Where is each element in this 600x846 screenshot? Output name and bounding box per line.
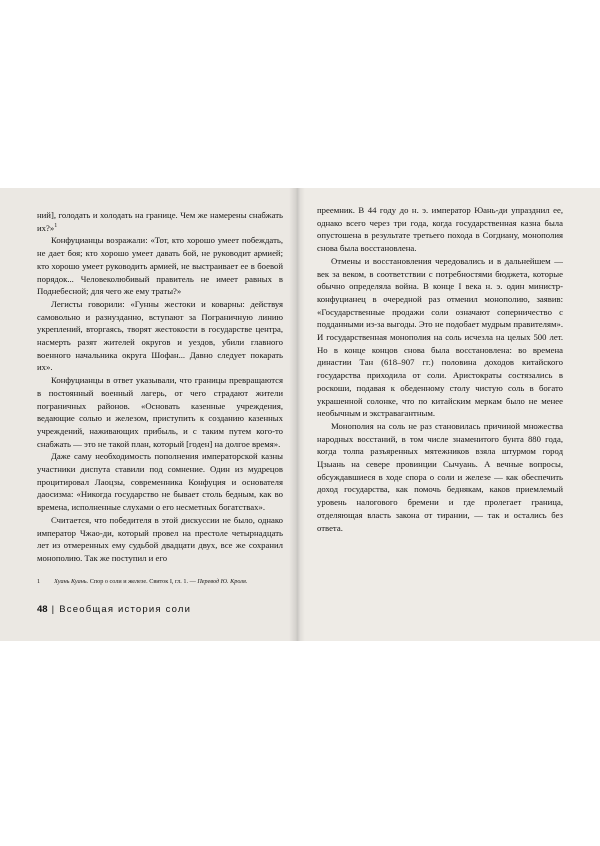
footnote-title: Спор о соли и железе. Свиток I, гл. 1. — [88,578,198,585]
left-paragraph-6: Считается, что победителя в этой дискуссии не было, однако император Чжао-ди, который провел на престоле четырнадцать лет из отмеренных ему судьбой двадцати двух, все же сохранил монополию. Так же поступил и его [37,514,283,563]
right-paragraph-3: Монополия на соль не раз становилась причиной множества народных восстаний, в том числе знаменитого бунта 880 года, когда толпа разъяренных мятежников взяла штурмом город Цзыань на севере провинции Сычуань. А вечные вопросы, обсуждавшиеся в ходе спора о соли и железе — как обеспечить доход государства, как помочь беднякам, каков приемлемый уровень налогового бремени и где пролегает граница, отделяющая власть закона от тирании, — так и остались без ответа. [317,420,563,533]
book-gutter [289,188,305,641]
right-page-text [317,204,563,534]
footnote-marker: 1 [54,222,58,229]
left-paragraph-3: Легисты говорили: «Гунны жестоки и коварны: действуя самовольно и разнузданно, вступают за Пограничную линию укреплений, вторгаясь, творят жестокости в государстве центра, насмерть разят жителей округов и уездов, убили главного военного начальника округа Шофан... Давно следует покарать их». [37,298,283,373]
left-paragraph-2: Конфуцианцы возражали: «Тот, кто хорошо умеет побеждать, не дает боя; кто хорошо умеет давать бой, не руководит армией; кто хорошо умеет руководить армией, не выстраивает ее в боевой порядок... Человеколюбивый правитель не имеет равных в Поднебесной; для чего же ему траты?» [37,235,283,297]
right-paragraph-1: преемник. В 44 году до н. э. император Юань-ди упразднил ее, однако всего через три года, когда государственная казна была опустошена в результате третьего похода в Согдиану, монополия снова была восстановлена. [317,205,563,254]
left-page-text [37,209,283,565]
footnote-translator: Перевод Ю. Кроля. [197,578,248,585]
footnote-number: 1 [37,578,41,585]
book-spread [0,188,600,641]
running-head [37,604,283,615]
left-paragraph-4: Конфуцианцы в ответ указывали, что границы превращаются в постоянный военный лагерь, от чего страдают жители пограничных районов. «Основать казенные учреждения, ведающие солью и железом, приступить к созданию казенных учреждений, наживающих прибыль, и с таким путем кого-то снабжать — это не такой план, который [годен] на долгое время». [37,375,283,449]
footnote [37,578,283,586]
page-number: 48 [37,604,48,615]
left-paragraph-1: ний], голодать и холодать на границе. Чем же намерены снабжать их?»$^1$ [37,210,283,233]
right-paragraph-2: Отмены и восстановления чередовались и в дальнейшем — век за веком, в соответствии с потребностями бюджета, которые обычно определяла война. В конце I века н. э. один министр-конфуцианец в очередной раз отменил монополию, заявив: «Государственные продажи соли означают соперничество с подданными из-за выгоды. Это не подобает мудрым правителям». И государственная монополия на соль исчезла на целых 500 лет. Но в конце концов снова была восстановлена: во времена династии Тан (618–907 гг.) половина доходов китайского государства приходила от соли. Аристократы состязались в роскоши, подавая к обеденному столу чистую соль в богато украшенной солонке, что по китайским меркам было не менее необычным и экстравагантным. [317,255,563,419]
right-page [297,188,600,641]
footnote-author: Хуань Куань. [54,578,89,585]
left-page [0,188,297,641]
book-title: Всеобщая история соли [59,604,192,615]
left-paragraph-5: Даже саму необходимость пополнения императорской казны участники диспута ставили под сомнение. Один из мудрецов процитировал Лаоцзы, современника Конфуция и основателя даосизма: «Никогда государство не бывает столь бедным, как во времена, исполненные слухами о его несметных богатствах». [37,451,283,513]
running-head-separator: | [51,604,56,615]
